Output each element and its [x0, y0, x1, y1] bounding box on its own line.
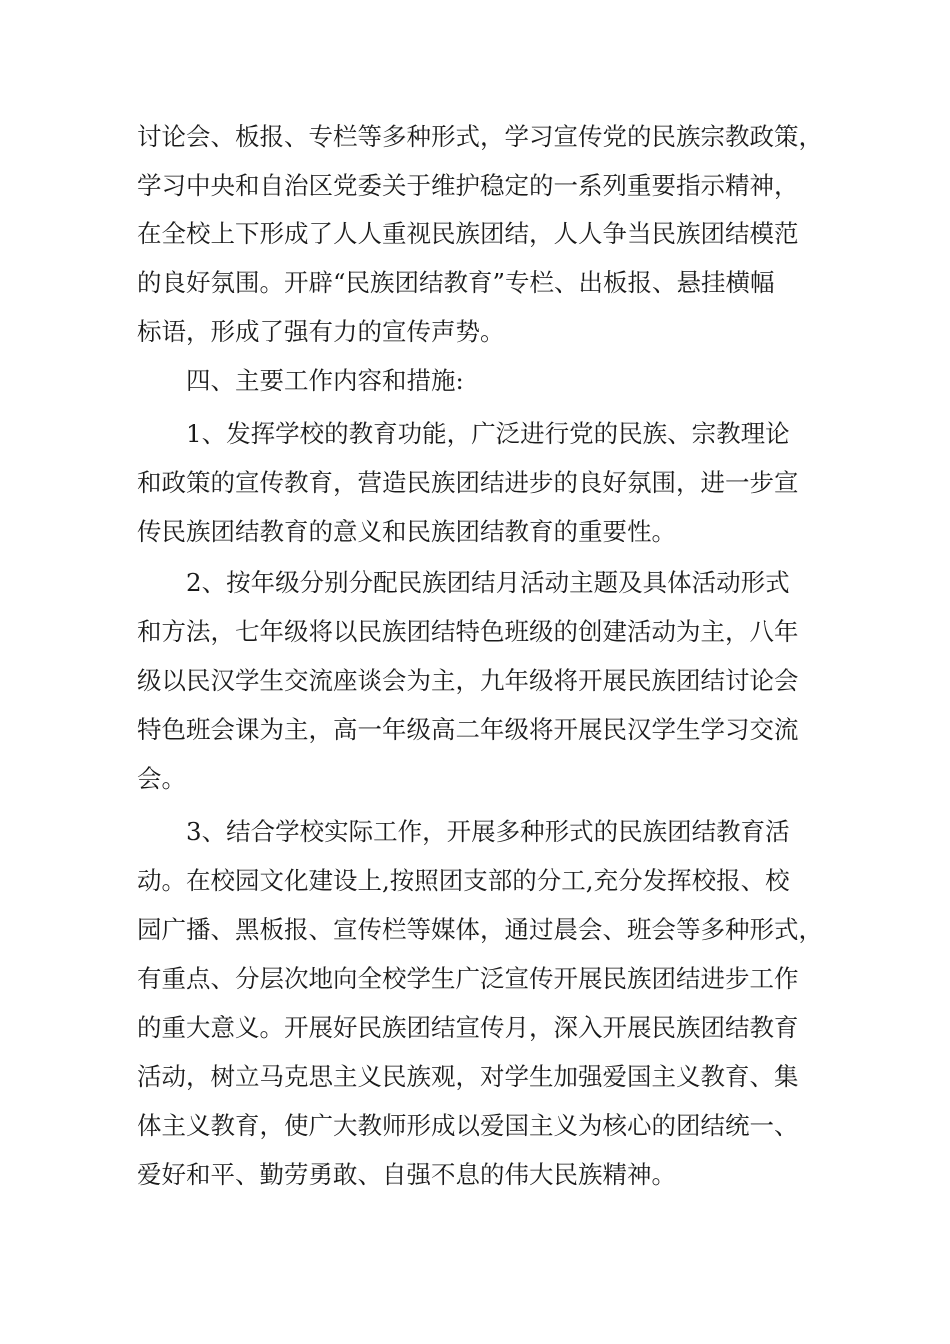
- text-line: 讨论会、板报、专栏等多种形式，学习宣传党的民族宗教政策，: [137, 122, 823, 151]
- text-line: 活动，树立马克思主义民族观，对学生加强爱国主义教育、集: [137, 1062, 799, 1091]
- text-line: 爱好和平、勤劳勇敢、自强不息的伟大民族精神。: [137, 1160, 676, 1189]
- text-line: 特色班会课为主，高一年级高二年级将开展民汉学生学习交流: [137, 715, 799, 744]
- text-line: 级以民汉学生交流座谈会为主，九年级将开展民族团结讨论会: [137, 666, 799, 695]
- text-line: 园广播、黑板报、宣传栏等媒体，通过晨会、班会等多种形式，: [137, 915, 823, 944]
- text-line: 3、结合学校实际工作，开展多种形式的民族团结教育活: [186, 817, 790, 846]
- text-line: 动。在校园文化建设上,按照团支部的分工,充分发挥校报、校: [137, 866, 790, 895]
- text-line: 学习中央和自治区党委关于维护稳定的一系列重要指示精神，: [137, 171, 799, 200]
- section-heading: 四、主要工作内容和措施:: [186, 366, 464, 395]
- text-line: 有重点、分层次地向全校学生广泛宣传开展民族团结进步工作: [137, 964, 799, 993]
- text-line: 传民族团结教育的意义和民族团结教育的重要性。: [137, 517, 676, 546]
- text-line: 在全校上下形成了人人重视民族团结，人人争当民族团结模范: [137, 219, 799, 248]
- text-line: 2、按年级分别分配民族团结月活动主题及具体活动形式: [186, 568, 790, 597]
- text-line: 1、发挥学校的教育功能，广泛进行党的民族、宗教理论: [186, 419, 790, 448]
- text-line: 会。: [137, 764, 186, 793]
- text-line: 标语，形成了强有力的宣传声势。: [137, 317, 505, 346]
- text-line: 的良好氛围。开辟“民族团结教育”专栏、出板报、悬挂横幅: [137, 268, 775, 297]
- text-line: 体主义教育，使广大教师形成以爱国主义为核心的团结统一、: [137, 1111, 799, 1140]
- text-line: 和方法，七年级将以民族团结特色班级的创建活动为主，八年: [137, 617, 799, 646]
- text-line: 和政策的宣传教育，营造民族团结进步的良好氛围，进一步宣: [137, 468, 799, 497]
- text-line: 的重大意义。开展好民族团结宣传月，深入开展民族团结教育: [137, 1013, 799, 1042]
